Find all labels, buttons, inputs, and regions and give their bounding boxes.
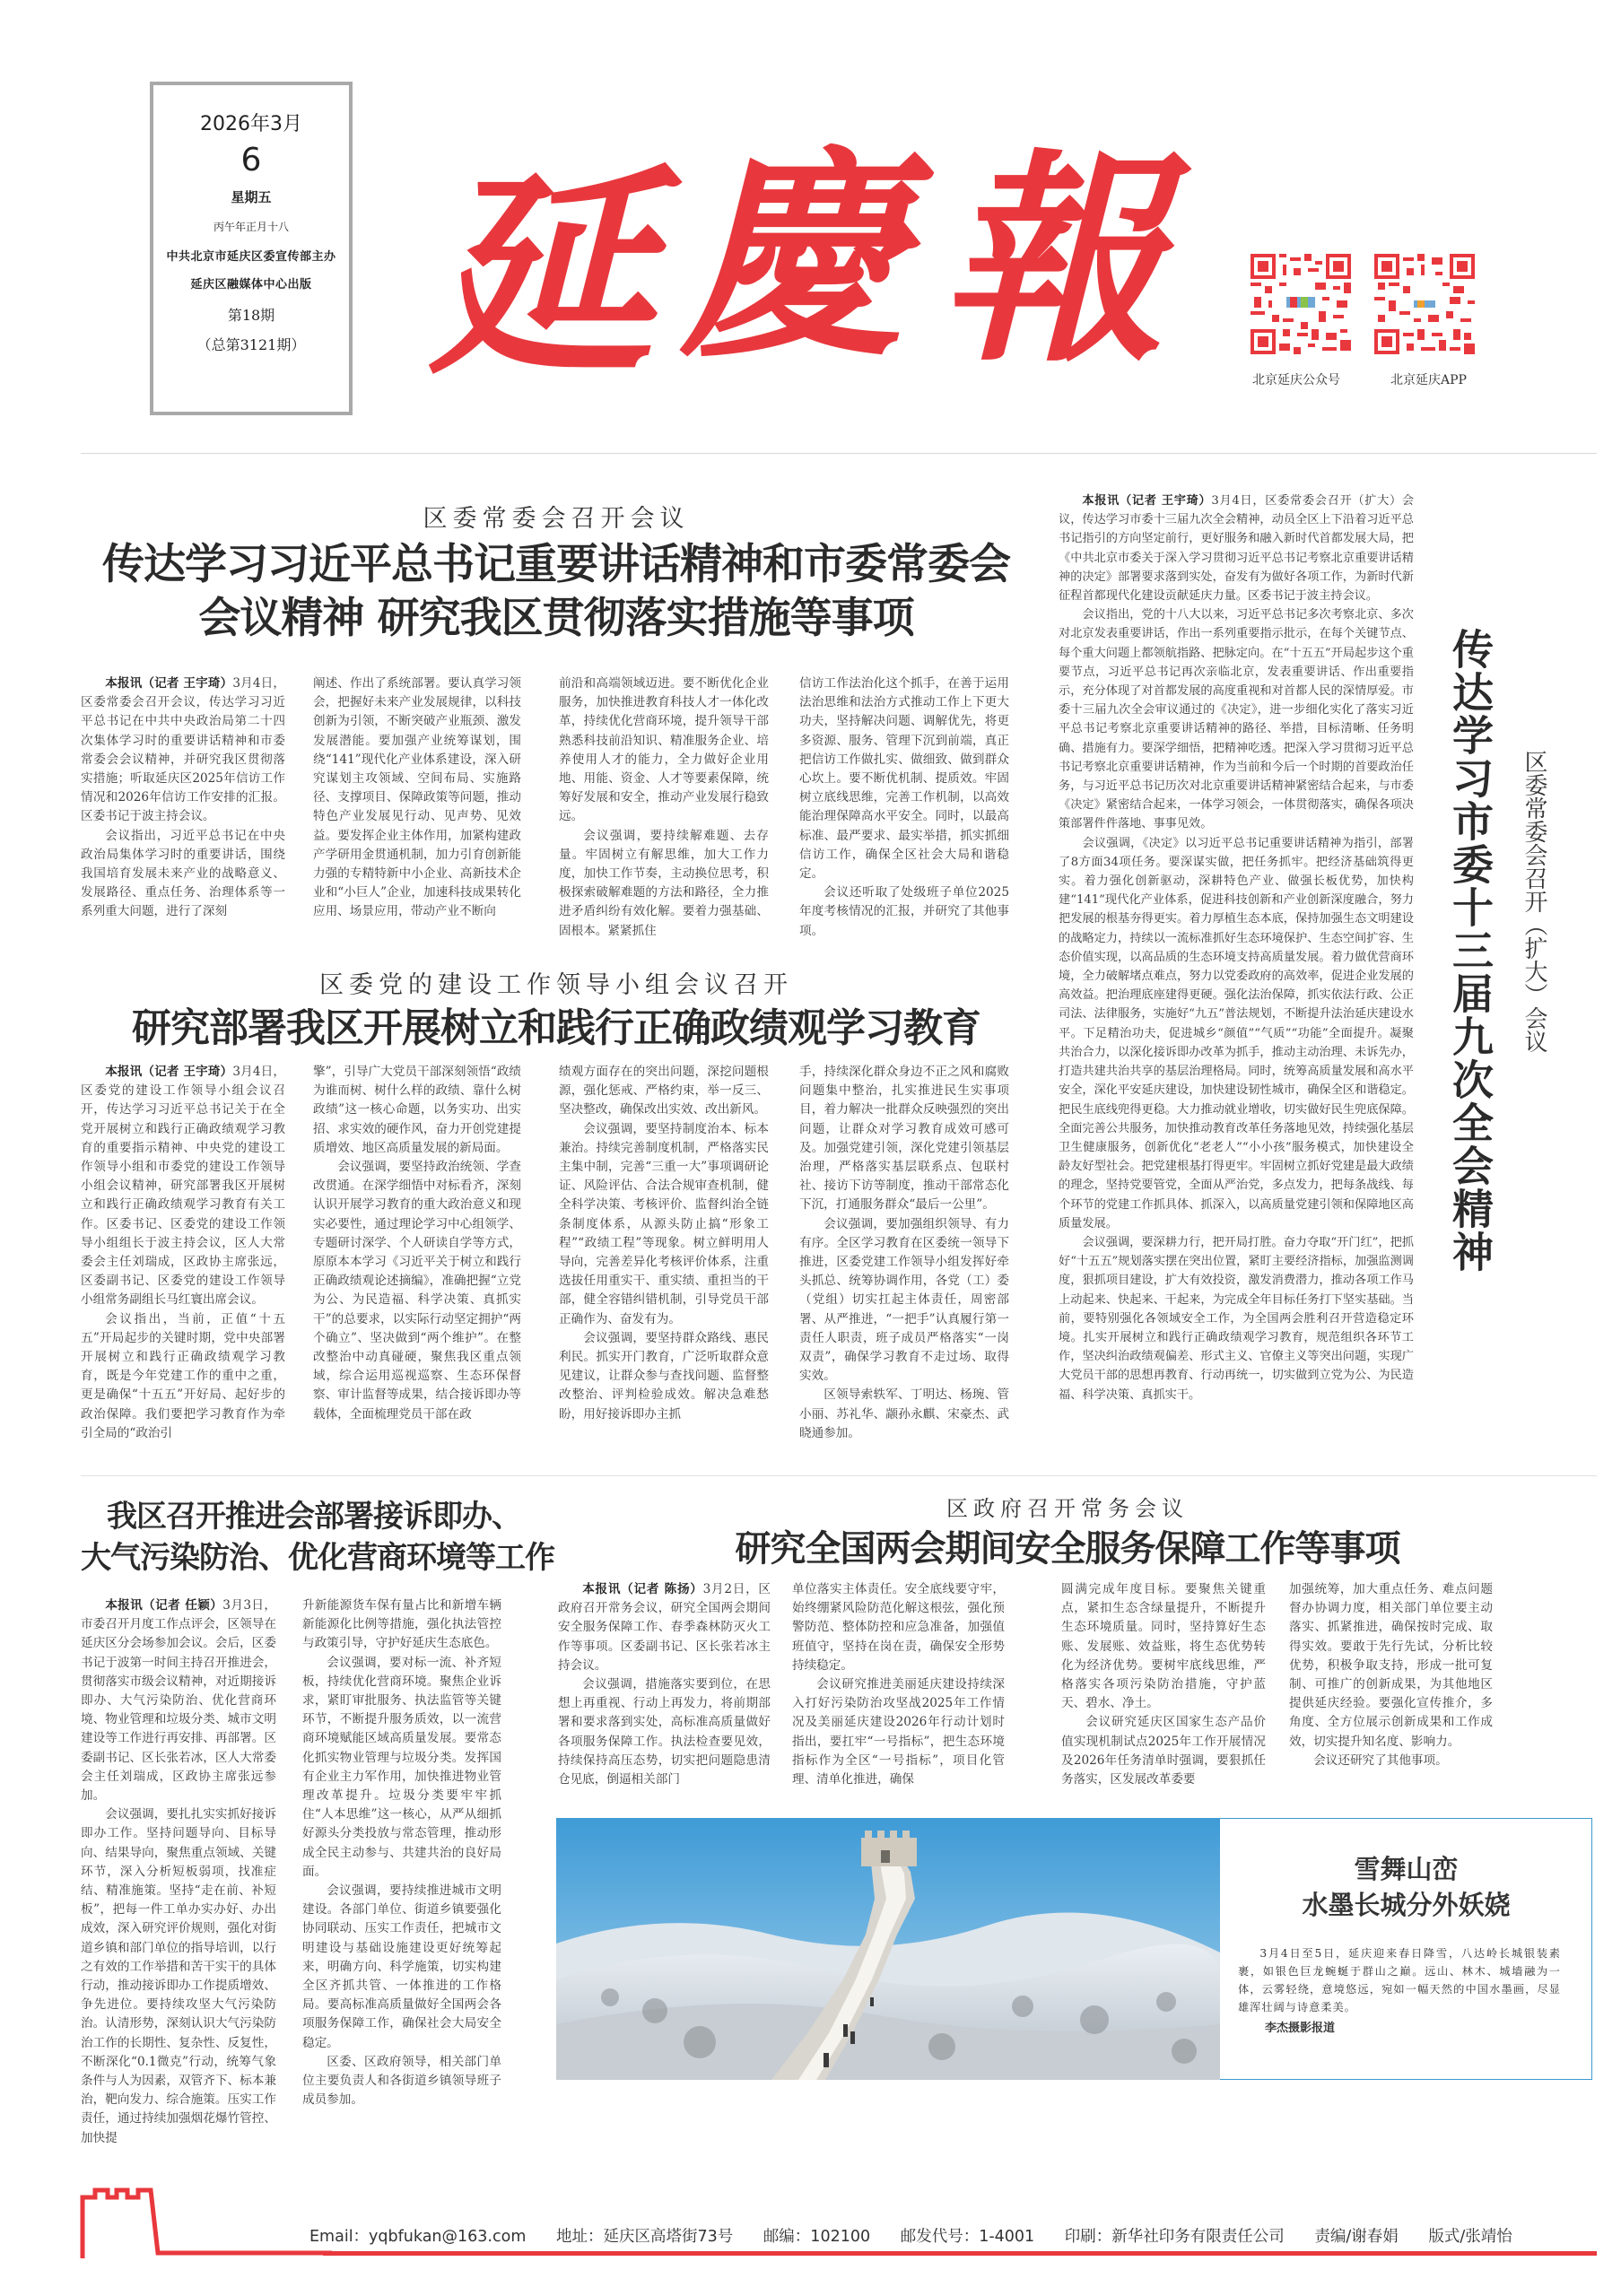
article1-kicker: 区委常委会召开会议 bbox=[423, 505, 690, 533]
qr-caption-app: 北京延庆APP bbox=[1390, 373, 1467, 387]
article2-text-4b: 会议强调，要加强组织领导、有力有序。全区学习教育在区委统一领导下推进，区委党建工作领导小组发挥好牵头抓总、统筹协调作用，各党（工）委（党组）切实扛起主体责任，周密部署、从严推进，“一把手”认真履行第一责任人职责，班子成员严格落实“一岗双责”，确保学习教育不走过场、取得实效。 bbox=[799, 1216, 1009, 1384]
article4-text-2c: 会议强调，要持续推进城市文明建设。各部门单位、街道乡镇要强化协同联动、压实工作责任，把城市文明建设与基础设施建设更好统筹起来，明确方向、科学施策，切实构建全区齐抓共管、一体推进的工作格局。要高标准高质量做好全国两会各项服务保障工作，确保社会大局安全稳定。 bbox=[302, 1883, 501, 2050]
article3-byline: 本报讯（记者 王宇琦） bbox=[1082, 494, 1212, 508]
great-wall-snow-photo bbox=[556, 1818, 1220, 2080]
article1-text-1b: 会议指出，习近平总书记在中央政治局集体学习时的重要讲话，围绕我国培育发展未来产业的战略意义、发展路径、重点任务、治理体系等一系列重大问题，进行了深刻 bbox=[81, 828, 285, 919]
publisher: 延庆区融媒体中心出版 bbox=[190, 278, 312, 291]
qr-code-icon[interactable] bbox=[1374, 254, 1475, 354]
article1-headline-line2[interactable]: 会议精神 研究我区贯彻落实措施等事项 bbox=[198, 594, 914, 643]
sponsor: 中共北京市延庆区委宣传部主办 bbox=[166, 250, 336, 264]
article5-text-3b: 会议研究延庆区国家生态产品价值实现机制试点2025年工作开展情况及2026年任务清单时强调，要狠抓任务落实，区发展改革委要 bbox=[1061, 1715, 1266, 1787]
qr-code-public-account bbox=[1251, 254, 1351, 354]
article4-text-2d: 区委、区政府领导，相关部门单位主要负责人和各街道乡镇领导班子成员参加。 bbox=[302, 2054, 501, 2108]
day-number: 6 bbox=[240, 142, 262, 178]
qr-code-app bbox=[1374, 254, 1475, 354]
photo-title-line2: 水墨长城分外妖娆 bbox=[1302, 1890, 1511, 1920]
article4-byline: 本报讯（记者 任颖） bbox=[105, 1598, 223, 1613]
article2-text-1: 3月4日，区委党的建设工作领导小组会议召开，传达学习习近平总书记关于在全党开展树立和践行正确政绩观学习教育的重要指示精神、中央党的建设工作领导小组和市委党的建设工作领导小组会议精神，研究部署我区开展树立和践行正确政绩观学习教育有关工作。区委书记、区委党的建设工作领导小组组长于波主持会议，区人大常委会主任刘瑞成，区政协主席张远，区委副书记、区委党的建设工作领导小组常务副组长马红寰出席会议。 bbox=[81, 1065, 285, 1308]
article4-text-2b: 会议强调，要对标一流、补齐短板，持续优化营商环境。聚焦企业诉求，紧盯审批服务、执法监管等关键环节，不断提升服务质效，以一流营商环境赋能区域高质量发展。要常态化抓实物业管理与垃圾分类。发挥国有企业主力军作用，加快推进物业管理改革提升。垃圾分类要牢牢抓住“人本思维”这一核心，从严从细抓好源头分类投放与常态管理，推动形成全民主动参与、共建共治的良好局面。 bbox=[302, 1655, 501, 1879]
article2-kicker: 区委党的建设工作领导小组会议召开 bbox=[319, 971, 793, 999]
qr-code-icon[interactable] bbox=[1251, 254, 1351, 354]
article1-column-2 bbox=[313, 674, 521, 926]
article1-text-2: 阐述、作出了系统部署。要认真学习领会，把握好未来产业发展规律，以科技创新为引领，不断突破产业瓶颈、激发发展潜能。要加强产业统筹谋划，围绕“141”现代化产业体系建设，深入研究谋划主攻领域、空间布局、实施路径、支撑项目、保障政策等问题，推动特色产业发展见行动、见声势、见效益。要发挥企业主体作用，加紧构建政产学研用金贯通机制，加力引育创新能力强的专精特新中小企业、高新技术企业和“小巨人”企业，加速科技成果转化应用、场景应用，带动产业不断向 bbox=[313, 676, 521, 919]
article1-column-4 bbox=[799, 674, 1009, 938]
article3-vertical-kicker: 区委常委会召开（扩大）会议 bbox=[1521, 750, 1547, 1053]
masthead-char-3: 報 bbox=[940, 128, 1164, 392]
article4-text-2: 升新能源货车保有量占比和新增车辆新能源化比例等措施，强化执法管控与政策引导，守护好延庆生态底色。 bbox=[302, 1598, 501, 1651]
article1-text-3b: 会议强调，要持续解难题、去存量。牢固树立有解思维，加大工作力度，加快工作节奏，主动换位思考，积极探索破解难题的方法和路径，全力推进矛盾纠纷有效化解。要着力强基础、固根本。紧紧抓住 bbox=[559, 828, 769, 938]
article4-text-1b: 会议强调，要扎扎实实抓好接诉即办工作。坚持问题导向、目标导向、结果导向，聚焦重点领域、关键环节，深入分析短板弱项，找准症结、精准施策。坚持“走在前、补短板”，把每一件工单办实办好、办出成效，深入研究评价规则，强化对街道乡镇和部门单位的指导培训，以行之有效的工作举措和苦干实干的具体行动，推动接诉即办工作提质增效、争先进位。要持续攻坚大气污染防治。认清形势，深刻认识大气污染防治工作的长期性、复杂性、反复性，不断深化“0.1微克”行动，统筹气象条件与人为因素，双管齐下、标本兼治，靶向发力、综合施策。压实工作责任，通过持续加强烟花爆竹管控、加快提 bbox=[81, 1807, 276, 2145]
article2-text-1b: 会议指出，当前，正值“十五五”开局起步的关键时期，党中央部署开展树立和践行正确政绩观学习教育，既是今年党建工作的重中之重，更是确保“十五五”开好局、起好步的政治保障。我们要把学习教育作为牵引全局的“政治引 bbox=[81, 1311, 285, 1440]
footer-red-line bbox=[323, 2251, 1597, 2256]
section-divider bbox=[81, 1475, 1597, 1476]
article2-text-3: 绩观方面存在的突出问题，深挖问题根源，强化惩戒、严格约束，举一反三、坚决整改，确保改出实效、改出新风。 bbox=[559, 1065, 769, 1118]
article5-byline: 本报讯（记者 陈扬） bbox=[582, 1582, 703, 1596]
article3-text-3: 会议强调，《决定》以习近平总书记重要讲话精神为指引，部署了8方面34项任务。要深谋实做，把任务抓牢。把经济基础筑得更实。着力强化创新驱动，深耕特色产业、做强长板优势，加快构建“141”现代化产业体系，促进科技创新和产业创新深度融合，努力把发展的根基夯得更实。着力厚植生态本底，保持加强生态文明建设的战略定力，持续以一流标准抓好生态环境保护、生态空间扩容、生态价值实现，以高品质的生态环境支持高质量发展。着力做优营商环境，全力破解堵点难点，努力以党委政府的高效率，促进企业发展的高效益。把治理底座建得更硬。强化法治保障，抓实依法行政、公正司法、法律服务，实施好“九五”普法规划，不断提升法治延庆建设水平。下足精治功夫，促进城乡“颜值”“气质”“功能”全面提升。凝聚共治合力，以深化接诉即办改革为抓手，推动主动治理、未诉先办，打造共建共治共享的基层治理格局。同时，统筹高质量发展和高水平安全，深化平安延庆建设，加快建设韧性城市，确保全区和谐稳定。把民生底线兜得更稳。大力推动就业增收，切实做好民生兜底保障。全面完善公共服务，加快推动教育改革任务落地见效，持续强化基层卫生健康服务，创新优化“老老人”“小小孩”服务模式，加快建设全龄友好型社会。把党建根基打得更牢。牢固树立抓好党建是最大政绩的理念，坚持党要管党，全面从严治党，多点发力，把每条战线、每个环节的党建工作抓具体、抓深入，以高质量党建引领和保障地区高质量发展。 bbox=[1059, 836, 1414, 1231]
article2-text-3b: 会议强调，要坚持制度治本、标本兼治。持续完善制度机制，严格落实民主集中制，完善“三重一大”事项调研论证、风险评估、合法合规审查机制，健全科学决策、考核评价、监督纠治全链条制度体系，从源头防止搞“形象工程”“政绩工程”等现象。树立鲜明用人导向，完善差异化考核评价体系，注重选拔任用重实干、重实绩、重担当的干部，健全容错纠错机制，引导党员干部正确作为、奋发有为。 bbox=[559, 1121, 769, 1326]
footer-post-code-no: 邮发代号：1-4001 bbox=[900, 2228, 1035, 2246]
footer-layout: 版式/张靖怡 bbox=[1428, 2228, 1512, 2246]
article4-headline-line2[interactable]: 大气污染防治、优化营商环境等工作 bbox=[81, 1540, 554, 1576]
footer-address: 地址：延庆区高塔街73号 bbox=[555, 2228, 734, 2246]
total-issue-number: （总第3121期） bbox=[196, 336, 306, 353]
article3-text-1: 3月4日，区委常委会召开（扩大）会议，传达学习市委十三届九次全会精神，动员全区上下沿着习近平总书记指引的方向坚定前行，更好服务和融入新时代首都发展大局，把《中共北京市委关于深入学习贯彻习近平总书记考察北京重要讲话精神的决定》部署要求落到实处，奋发有为做好各项工作，为新时代新征程首都现代化建设贡献延庆力量。区委书记于波主持会议。 bbox=[1059, 494, 1415, 604]
year-month: 2026年3月 bbox=[200, 113, 302, 135]
article4-text-1: 3月3日，市委召开月度工作点评会，区领导在延庆区分会场参加会议。会后，区委书记于波第一时间主持召开推进会，贯彻落实市级会议精神，对近期接诉即办、大气污染防治、优化营商环境、物业管理和垃圾分类、城市文明建设等工作进行再安排、再部署。区委副书记、区长张若冰，区人大常委会主任刘瑞成，区政协主席张远参加。 bbox=[81, 1598, 276, 1804]
article1-text-4: 信访工作法治化这个抓手，在善于运用法治思维和法治方式推动工作上下更大功夫，坚持解决问题、调解优先，将更多资源、服务、管理下沉到前端，真正把信访工作做扎实、做细致、做到群众心坎上。要不断优机制、提质效。牢固树立底线思维，完善工作机制，以高效能治理保障高水平安全。同时，以最高标准、最严要求、最实举措，抓实抓细信访工作，确保全区社会大局和谐稳定。 bbox=[799, 676, 1009, 882]
article3-vertical-headline[interactable]: 传达学习市委十三届九次全会精神 bbox=[1446, 628, 1495, 1274]
article1-byline: 本报讯（记者 王宇琦） bbox=[105, 676, 233, 691]
article4-column-2 bbox=[302, 1596, 501, 2112]
qr-caption-public-account: 北京延庆公众号 bbox=[1252, 373, 1340, 387]
article2-byline: 本报讯（记者 王宇琦） bbox=[105, 1065, 233, 1079]
footer bbox=[81, 2188, 1597, 2246]
article2-column-4 bbox=[799, 1063, 1009, 1471]
article2-column-2 bbox=[313, 1063, 521, 1471]
lunar-date: 丙午年正月十八 bbox=[213, 221, 289, 233]
issue-number: 第18期 bbox=[227, 307, 275, 324]
article2-text-4c: 区领导索轶军、丁明达、杨琬、管小丽、苏礼华、颛孙永麒、宋豪杰、武晓通参加。 bbox=[799, 1387, 1009, 1440]
article3-text-2: 会议指出，党的十八大以来，习近平总书记多次考察北京、多次对北京发表重要讲话，作出一系列重要指示批示，在每个关键节点、每个重大问题上都领航指路、把脉定向。在“十五五”开局起步这个重要节点，习近平总书记再次亲临北京，发表重要讲话、作出重要指示，充分体现了对首都发展的高度重视和对首都人民的深情厚爱。市委十三届九次全会审议通过的《决定》，进一步细化实化了落实习近平总书记考察北京重要讲话精神的路径、举措，目标清晰、任务明确、措施有力。要深学细悟，把精神吃透。把深入学习贯彻习近平总书记考察北京重要讲话精神，作为当前和今后一个时期的首要政治任务，与习近平总书记历次对北京重要讲话精神紧密结合起来，与市委《决定》紧密结合起来，一体学习领会，一体贯彻落实，确保各项决策部署件件落地、事事见效。 bbox=[1059, 608, 1414, 831]
great-wall-icon bbox=[81, 2188, 332, 2260]
date-ear-box bbox=[150, 82, 353, 415]
article3-body bbox=[1059, 491, 1414, 1451]
article2-text-4: 手，持续深化群众身边不正之风和腐败问题集中整治，扎实推进民生实事项目，着力解决一批群众反映强烈的突出问题，让群众对学习教育成效可感可及。加强党建引领，深化党建引领基层治理，严格落实基层联系点、包联村社、接访下访等制度，推动干部常态化下沉，打通服务群众“最后一公里”。 bbox=[799, 1065, 1009, 1213]
article5-text-1b: 会议强调，措施落实要到位，在思想上再重视、行动上再发力，将前期部署和要求落到实处，高标准高质量做好各项服务保障工作。执法检查要见效，持续保持高压态势，切实把问题隐患清仓见底，倒逼相关部门 bbox=[558, 1677, 771, 1787]
photo-illustration bbox=[556, 1818, 1220, 2080]
article2-headline[interactable]: 研究部署我区开展树立和践行正确政绩观学习教育 bbox=[132, 1005, 980, 1051]
masthead-divider bbox=[81, 453, 1597, 454]
article1-column-1 bbox=[81, 674, 285, 926]
article5-text-2: 单位落实主体责任。安全底线要守牢，始终绷紧风险防范化解这根弦，强化预警防范、整体防控和应急准备，加强值班值守，坚持在岗在责，确保安全形势持续稳定。 bbox=[792, 1582, 1005, 1673]
article5-text-1: 3月2日，区政府召开常务会议，研究全国两会期间安全服务保障工作、春季森林防灭火工作等事项。区委副书记、区长张若冰主持会议。 bbox=[558, 1582, 771, 1673]
weekday: 星期五 bbox=[231, 189, 272, 205]
photo-caption-box bbox=[1220, 1818, 1592, 2080]
photo-caption-text: 3月4日至5日，延庆迎来春日降雪，八达岭长城银装素裹，如银色巨龙蜿蜒于群山之巅。远山、林木、城墙融为一体，云雾轻绕，意境悠远，宛如一幅天然的中国水墨画，尽显雄浑壮阔与诗意柔美。 bbox=[1238, 1947, 1561, 2013]
article1-text-1: 3月4日，区委常委会召开会议，传达学习习近平总书记在中共中央政治局第二十四次集体学习时的重要讲话精神和市委常委会会议精神，并研究我区贯彻落实措施；听取延庆区2025年信访工作情况和2026年信访工作安排的汇报。区委书记于波主持会议。 bbox=[81, 676, 285, 824]
photo-title-line1: 雪舞山峦 bbox=[1354, 1854, 1459, 1884]
article5-column-1 bbox=[558, 1580, 771, 1796]
footer-printer: 印刷：新华社印务有限责任公司 bbox=[1064, 2228, 1285, 2246]
article2-text-2: 擎”，引导广大党员干部深刻领悟“政绩为谁而树、树什么样的政绩、靠什么树政绩”这一核心命题，以务实功、出实招、求实效的硬作风，奋力开创党建提质增效、地区高质量发展的新局面。 bbox=[313, 1065, 521, 1155]
footer-postcode: 邮编：102100 bbox=[763, 2228, 871, 2246]
article4-column-1 bbox=[81, 1596, 276, 2145]
article5-text-2b: 会议研究推进美丽延庆建设持续深入打好污染防治攻坚战2025年工作情况及美丽延庆建设2026年行动计划时指出，要扛牢“一号指标”，把生态环境指标作为全区“一号指标”，项目化管理、清单化推进，确保 bbox=[792, 1677, 1005, 1787]
article5-column-2 bbox=[792, 1580, 1005, 1796]
article5-text-3: 圆满完成年度目标。要聚焦关键重点，紧扣生态含绿量提升，不断提升生态环境质量。同时，坚持算好生态账、发展账、效益账，将生态优势转化为经济优势。要树牢底线思维，严格落实各项污染防治措施，守护蓝天、碧水、净土。 bbox=[1061, 1582, 1266, 1711]
article5-headline[interactable]: 研究全国两会期间安全服务保障工作等事项 bbox=[735, 1527, 1400, 1570]
footer-editor: 责编/谢春娟 bbox=[1314, 2228, 1399, 2246]
article2-text-3c: 会议强调，要坚持群众路线、惠民利民。抓实开门教育，广泛听取群众意见建议，让群众参与查找问题、监督整改整治、评判检验成效。解决急难愁盼，用好接诉即办主抓 bbox=[559, 1330, 769, 1422]
masthead-char-1: 延 bbox=[429, 142, 653, 405]
article5-text-4b: 会议还研究了其他事项。 bbox=[1313, 1752, 1448, 1768]
article2-column-1 bbox=[81, 1063, 285, 1471]
masthead-char-2: 慶 bbox=[680, 124, 904, 387]
article1-text-3: 前沿和高端领域迈进。要不断优化企业服务，加快推进教育科技人才一体化改革，持续优化营商环境，提升领导干部熟悉科技前沿知识、精准服务企业、培养使用人才的能力，全力做好企业用地、用能、资金、人才等要素保障，统筹好发展和安全，推动产业发展行稳致远。 bbox=[559, 676, 769, 824]
article5-kicker: 区政府召开常务会议 bbox=[946, 1496, 1189, 1521]
article4-headline-line1[interactable]: 我区召开推进会部署接诉即办、 bbox=[107, 1499, 521, 1535]
article2-column-3 bbox=[559, 1063, 769, 1471]
footer-info bbox=[309, 2224, 1532, 2247]
article1-column-3 bbox=[559, 674, 769, 938]
footer-email[interactable]: Email：yqbfukan@163.com bbox=[309, 2228, 527, 2246]
article1-headline-line1[interactable]: 传达学习习近平总书记重要讲话精神和市委常委会 bbox=[102, 540, 1010, 589]
article2-text-2b: 会议强调，要坚持政治统领、学查改贯通。在深学细悟中对标看齐，深刻认识开展学习教育的重大政治意义和现实必要性，通过理论学习中心组领学、专题研讨深学、个人研读自学等方式，原原本本学习《习近平关于树立和践行正确政绩观论述摘编》，准确把握“立党为公、为民造福、科学决策、真抓实干”的总要求，以实际行动坚定拥护“两个确立”、坚决做到“两个维护”。在整改整治中动真碰硬，聚焦我区重点领域，综合运用巡视巡察、生态环保督察、审计监督等成果，结合接诉即办等载体，全面梳理党员干部在政 bbox=[313, 1160, 521, 1422]
masthead-logo bbox=[429, 124, 1209, 405]
article5-column-4 bbox=[1289, 1580, 1493, 1796]
article3-text-4: 会议强调，要深耕力行，把开局打胜。奋力夺取“开门红”，把抓好“十五五”规划落实摆在突出位置，紧盯主要经济指标，加强监测调度，狠抓项目建设，扩大有效投资，激发消费潜力，推动各项工作马上动起来、快起来、干起来，为完成全年目标任务打下坚实基础。当前，要特别强化各领域安全工作，为全国两会胜利召开营造稳定环境。扎实开展树立和践行正确政绩观学习教育，规范组织各环节工作，坚决纠治政绩观偏差、形式主义、官僚主义等突出问题，实现广大党员干部的思想再教育、行动再统一，切实做到立党为公、为民造福、科学决策、真抓实干。 bbox=[1059, 1235, 1414, 1402]
article5-text-4: 加强统筹，加大重点任务、难点问题督办协调力度，相关部门单位要主动落实、抓紧推进，确保按时完成、取得实效。要敢于先行先试，分析比较优势，积极争取支持，形成一批可复制、可推广的创新成果，为其他地区提供延庆经验。要强化宣传推介，多角度、全方位展示创新成果和工作成效，切实提升知名度、影响力。 bbox=[1289, 1582, 1493, 1749]
article1-text-4b: 会议还听取了处级班子单位2025年度考核情况的汇报，并研究了其他事项。 bbox=[799, 885, 1009, 938]
photo-credit: 李杰摄影报道 bbox=[1265, 2022, 1336, 2035]
article5-column-3 bbox=[1061, 1580, 1266, 1796]
